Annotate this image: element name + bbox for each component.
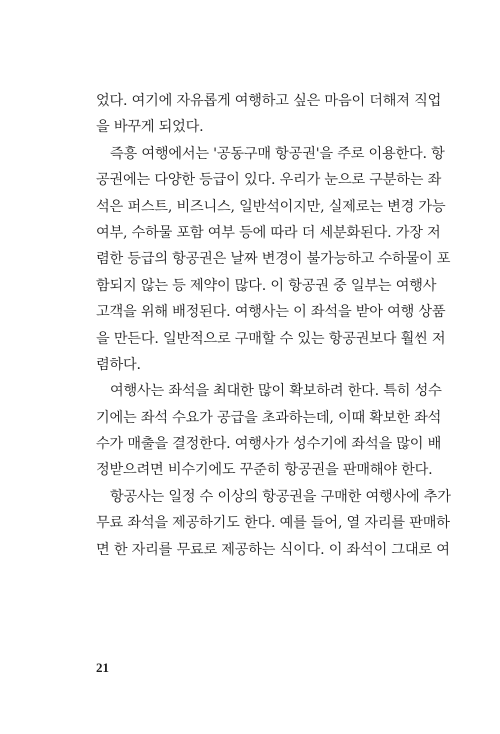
text-line: 여부, 수하물 포함 여부 등에 따라 더 세분화된다. 가장 저 [96, 224, 441, 241]
text-line: 고객을 위해 배정된다. 여행사는 이 좌석을 받아 여행 상품 [96, 304, 446, 321]
text-line: 석은 퍼스트, 비즈니스, 일반석이지만, 실제로는 변경 가능 [96, 198, 446, 215]
text-line: 기에는 좌석 수요가 공급을 초과하는데, 이때 확보한 좌석 [96, 409, 442, 426]
text-line: 공권에는 다양한 등급이 있다. 우리가 눈으로 구분하는 좌 [96, 172, 442, 189]
text-line: 을 바꾸게 되었다. [96, 119, 204, 136]
text-line: 정받으려면 비수기에도 꾸준히 항공권을 판매해야 한다. [96, 462, 433, 479]
page-number: 21 [96, 660, 109, 675]
text-line: 을 만든다. 일반적으로 구매할 수 있는 항공권보다 훨씬 저 [96, 330, 446, 347]
text-line: 항공사는 일정 수 이상의 항공권을 구매한 여행사에 추가 [110, 488, 451, 505]
text-line: 렴하다. [96, 356, 141, 373]
text-line: 무료 좌석을 제공하기도 한다. 예를 들어, 열 자리를 판매하 [96, 515, 450, 532]
text-line: 함되지 않는 등 제약이 많다. 이 항공권 중 일부는 여행사 [96, 277, 437, 294]
body-text [96, 88, 451, 563]
text-line: 었다. 여기에 자유롭게 여행하고 싶은 마음이 더해져 직업 [96, 93, 442, 109]
text-line: 수가 매출을 결정한다. 여행사가 성수기에 좌석을 많이 배 [96, 436, 442, 453]
text-line: 렴한 등급의 항공권은 날짜 변경이 불가능하고 수하물이 포 [96, 251, 451, 268]
text-line: 즉흥 여행에서는 '공동구매 항공권'을 주로 이용한다. 항 [110, 145, 445, 162]
text-line: 면 한 자리를 무료로 제공하는 식이다. 이 좌석이 그대로 여 [96, 541, 450, 558]
text-line: 여행사는 좌석을 최대한 많이 확보하려 한다. 특히 성수 [110, 383, 442, 400]
